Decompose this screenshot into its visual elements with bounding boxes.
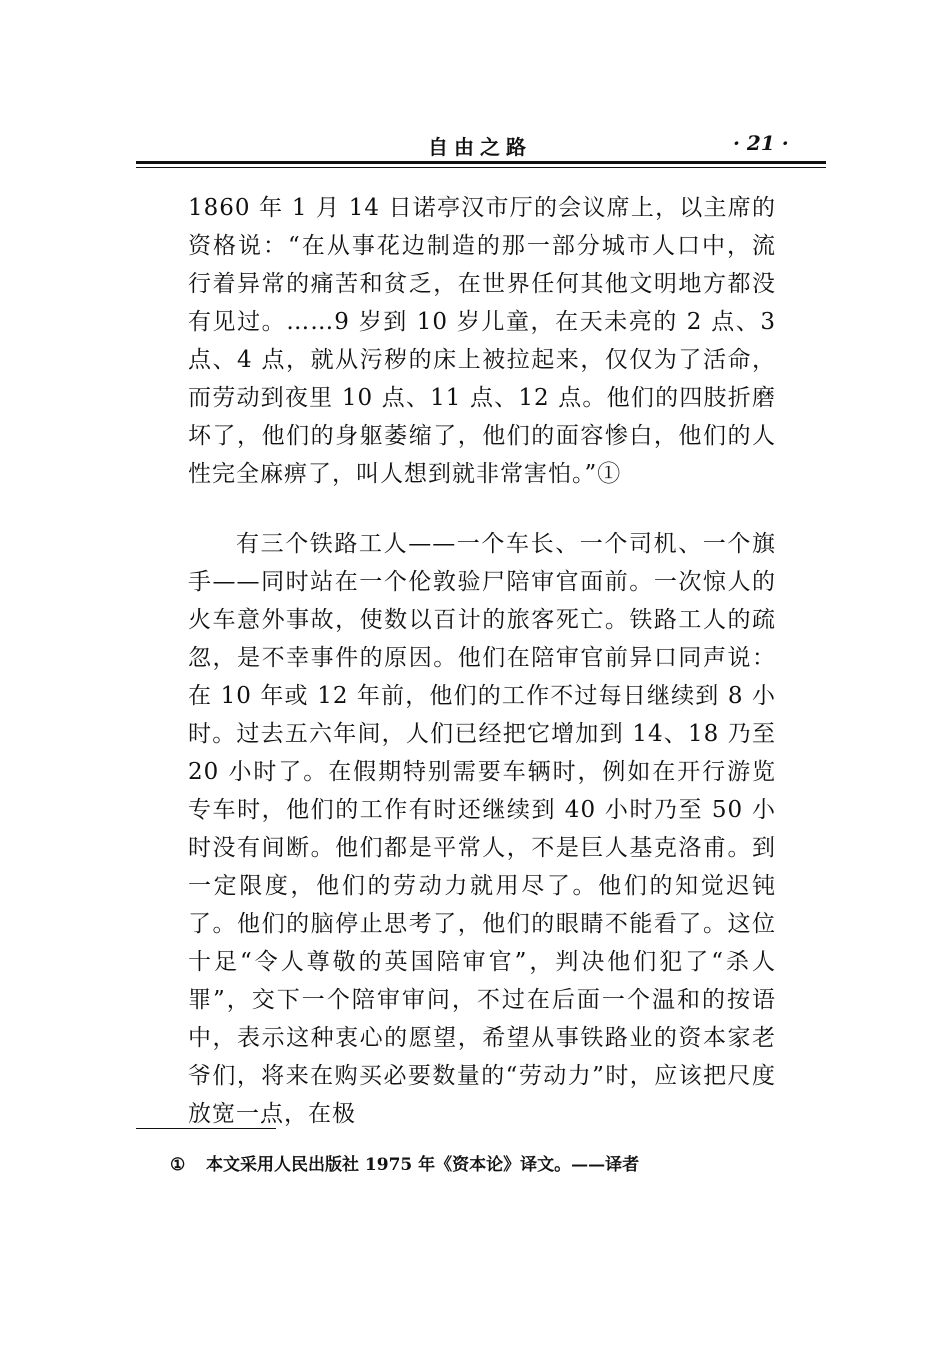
footnote-marker: ① <box>170 1155 186 1175</box>
footnote-divider <box>136 1128 276 1129</box>
header-rule-thick <box>136 161 826 164</box>
footnote-text: 本文采用人民出版社 1975 年《资本论》译文。——译者 <box>206 1155 640 1175</box>
paragraph-1: 1860 年 1 月 14 日诺亭汉市厅的会议席上，以主席的资格说：“在从事花边制造的那一部分城市人口中，流行着异常的痛苦和贫乏，在世界任何其他文明地方都没有见过。……9 岁到 10 岁儿童，在天未亮的 2 点、3 点、4 点，就从污秽的床上被拉起来，仅仅为了活命，而劳动到夜里 10 点、11 点、12 点。他们的四肢折磨坏了，他们的身躯萎缩了，他们的面容惨白，他们的人性完全麻痹了，叫人想到就非常害怕。”① <box>188 195 776 487</box>
page-number: · 21 · <box>733 131 789 155</box>
header-rule-thin <box>136 167 826 168</box>
footnote <box>170 1150 639 1175</box>
paragraph-2: 有三个铁路工人——一个车长、一个司机、一个旗手——同时站在一个伦敦验尸陪审官面前。一次惊人的火车意外事故，使数以百计的旅客死亡。铁路工人的疏忽，是不幸事件的原因。他们在陪审官前异口同声说：在 10 年或 12 年前，他们的工作不过每日继续到 8 小时。过去五六年间，人们已经把它增加到 14、18 乃至 20 小时了。在假期特别需要车辆时，例如在开行游览专车时，他们的工作有时还继续到 40 小时乃至 50 小时没有间断。他们都是平常人，不是巨人基克洛甫。到一定限度，他们的劳动力就用尽了。他们的知觉迟钝了。他们的脑停止思考了，他们的眼睛不能看了。这位十足“令人尊敬的英国陪审官”，判决他们犯了“杀人罪”，交下一个陪审审问，不过在后面一个温和的按语中，表示这种衷心的愿望，希望从事铁路业的资本家老爷们，将来在购买必要数量的“劳动力”时，应该把尺度放宽一点，在极 <box>188 531 776 1127</box>
header-title: 自由之路 <box>428 135 532 159</box>
